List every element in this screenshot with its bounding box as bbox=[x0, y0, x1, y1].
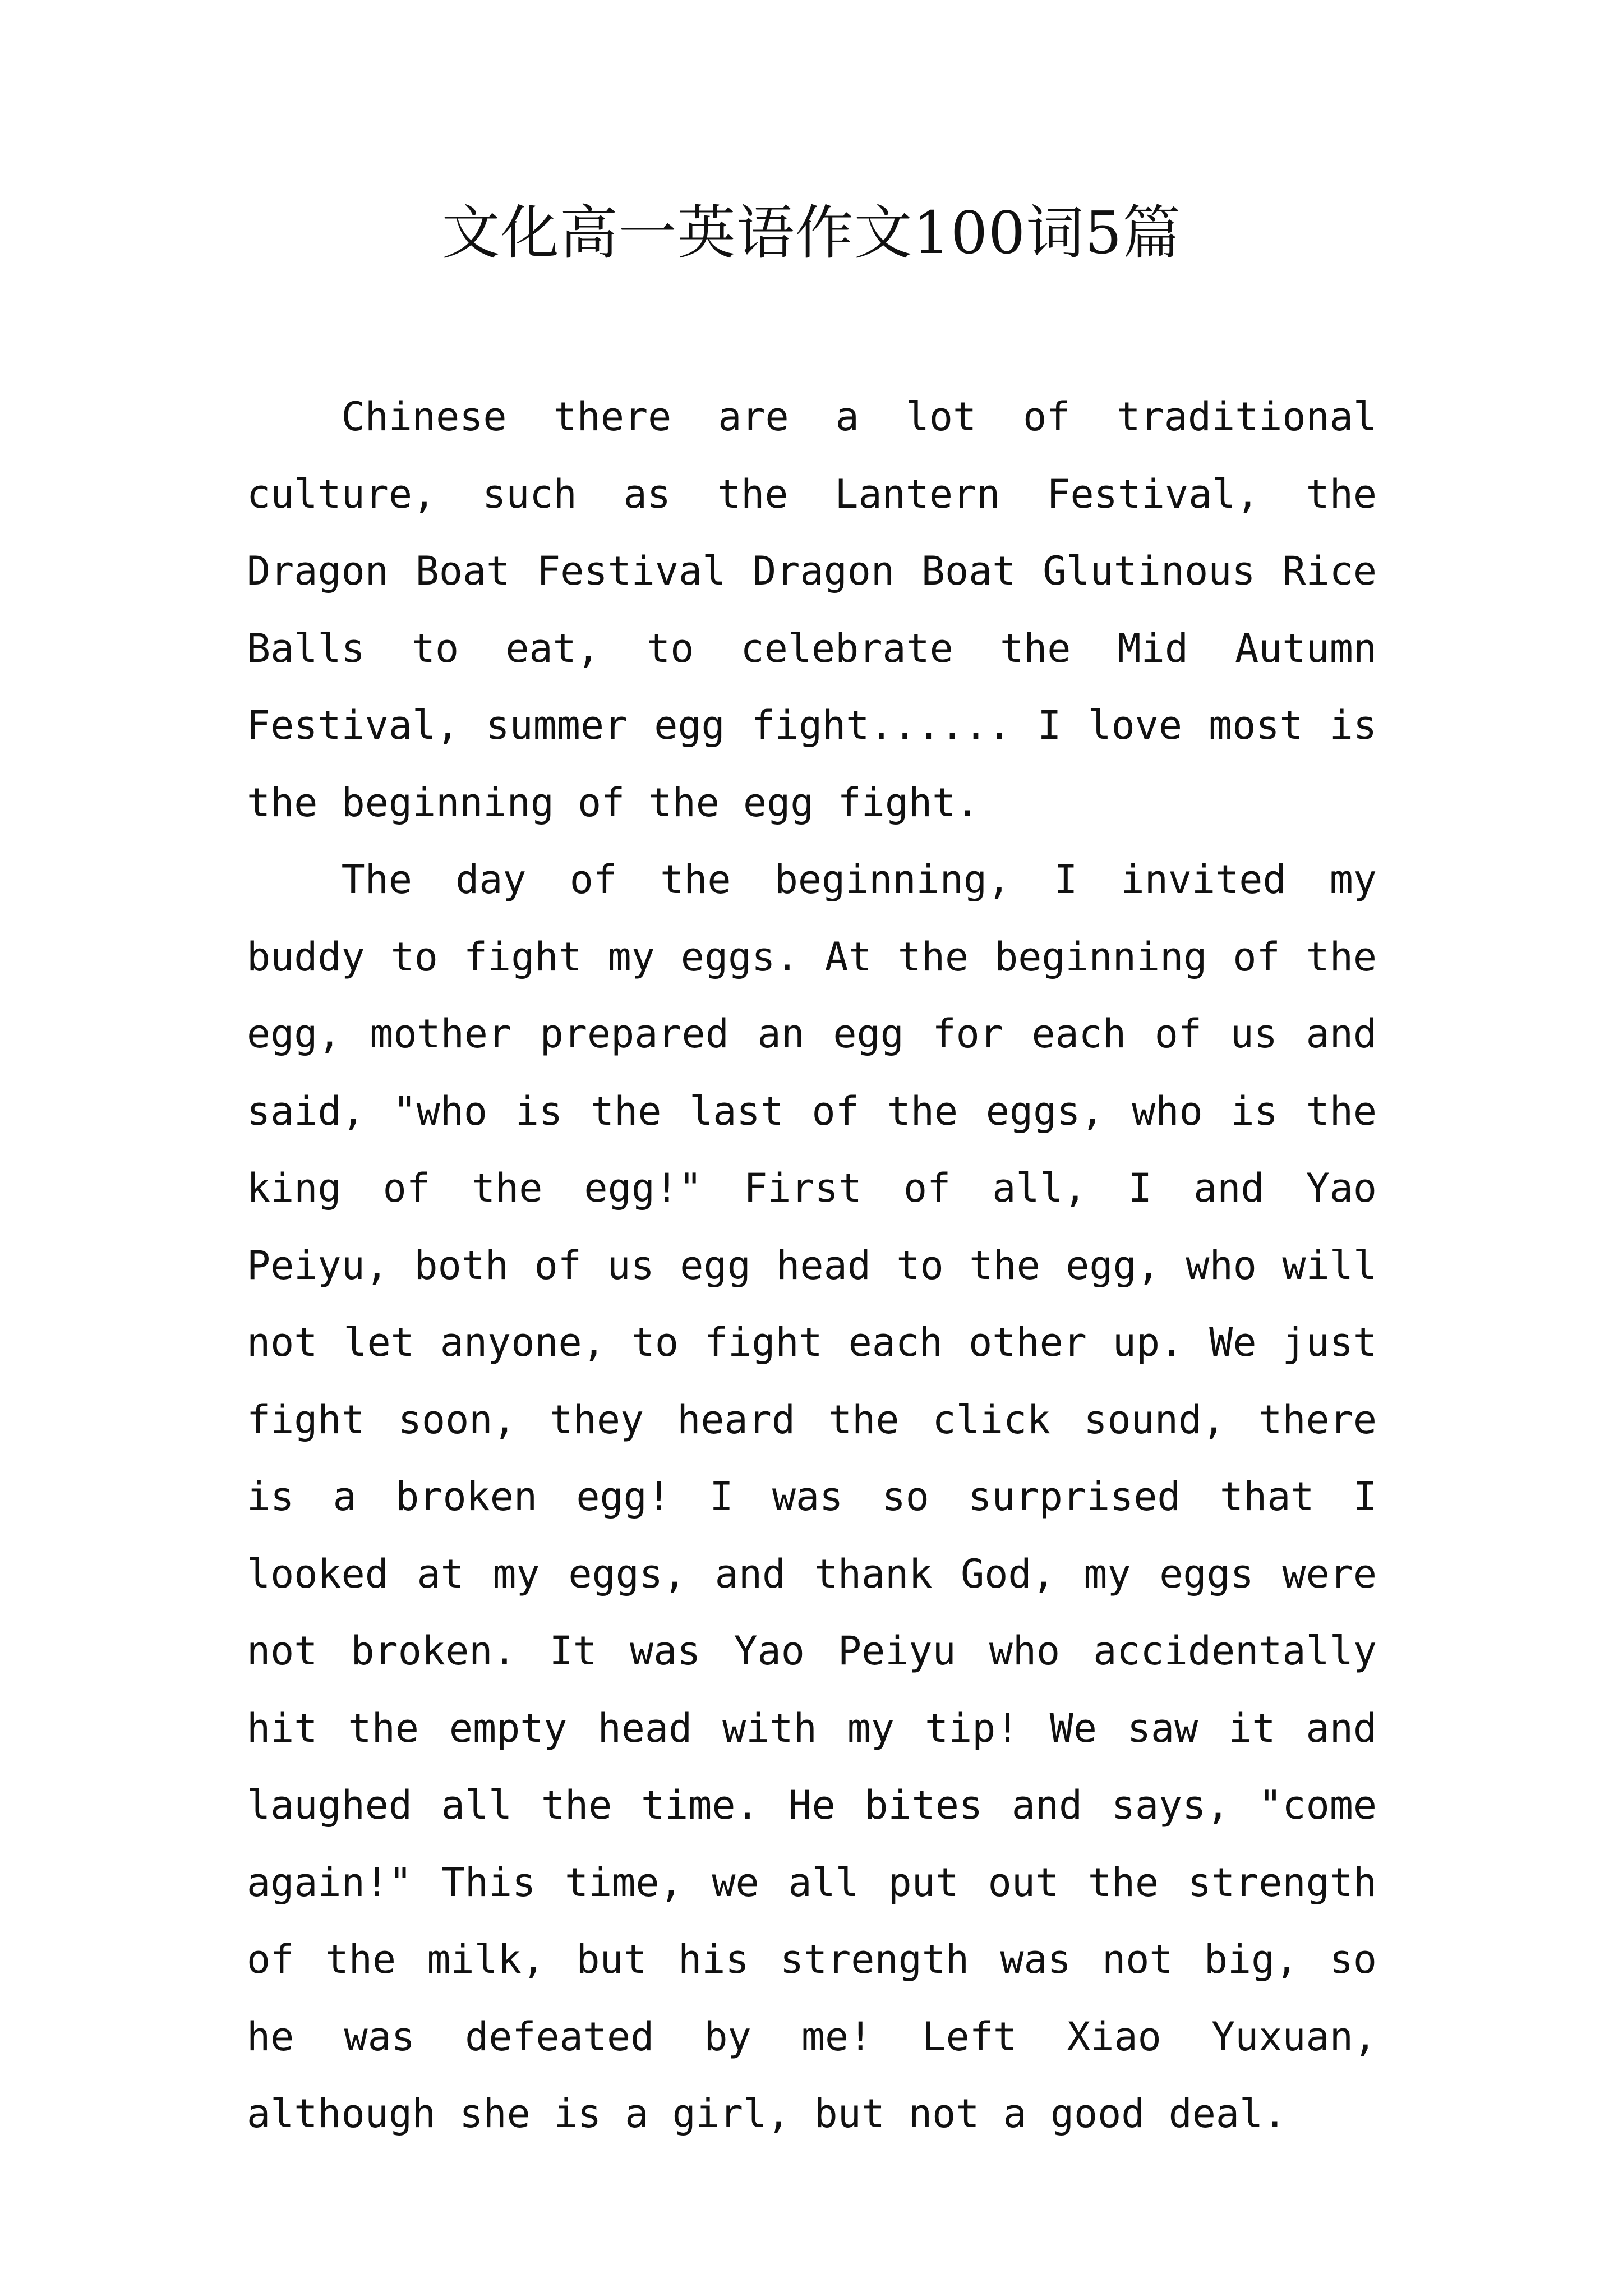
document-body bbox=[247, 379, 1377, 2153]
paragraph-2: The day of the beginning, I invited my buddy to fight my eggs. At the beginning of the egg, mother prepared an egg for each of us and said, "who is the last of the eggs, who is the king of the egg!" First of all, I and Yao Peiyu, both of us egg head to the egg, who will not let anyone, to fight each other up. We just fight soon, they heard the click sound, there is a broken egg! I was so surprised that I looked at my eggs, and thank God, my eggs were not broken. It was Yao Peiyu who accidentally hit the empty head with my tip! We saw it and laughed all the time. He bites and says, "come again!" This time, we all put out the strength of the milk, but his strength was not big, so he was defeated by me! Left Xiao Yuxuan, although she is a girl, but not a good deal. bbox=[247, 857, 1377, 2137]
paragraph-1: Chinese there are a lot of traditional culture, such as the Lantern Festival, the Dragon Boat Festival Dragon Boat Glutinous Rice Balls to eat, to celebrate the Mid Autumn Festival, summer egg fight...... I love most is the beginning of the egg fight. bbox=[247, 394, 1377, 826]
document-title: 文化高一英语作文100词5篇 bbox=[441, 199, 1182, 267]
